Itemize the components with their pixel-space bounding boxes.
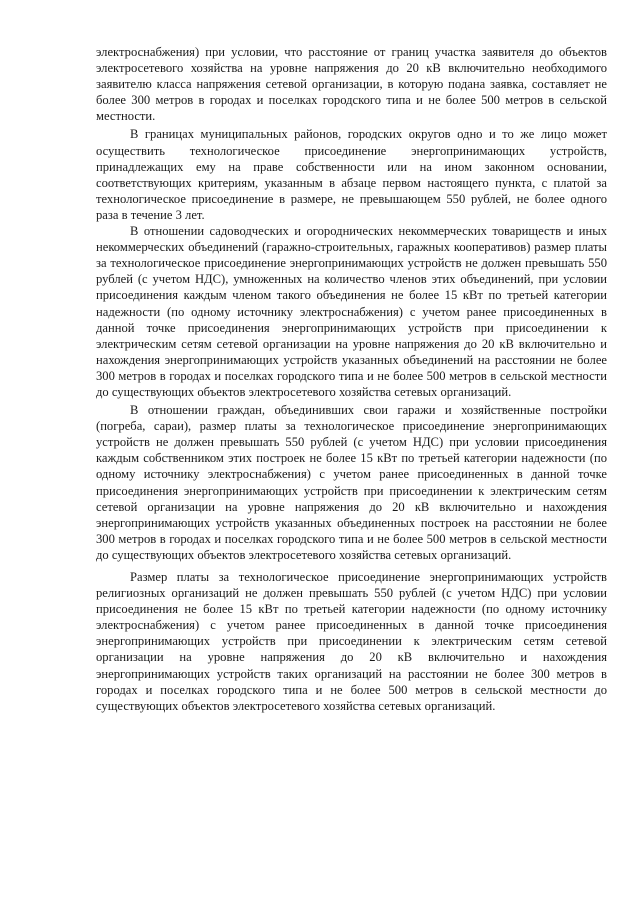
paragraph-garages: В отношении граждан, объединивших свои гаражи и хозяйственные постройки (погреба, сараи), размер платы за технологическое присоединение энергопринимающих устройств не должен превышать 550 рублей (с учетом НДС) при условии присоединения каждым собственником этих построек не более 15 кВт по третьей категории надежности (по одному источнику электроснабжения) с учетом ранее присоединенных в данной точке присоединения энергопринимающих устройств при присоединении к электрическим сетям сетевой организации на уровне напряжения до 20 кВ включительно и нахождения энергопринимающих устройств указанных объединенных построек на расстоянии не более 300 метров в городах и поселках городского типа и не более 500 метров в сельской местности до существующих объектов электросетевого хозяйства сетевых организаций.	[96, 403, 607, 562]
paragraph-municipal-limit: В границах муниципальных районов, городских округов одно и то же лицо может осуществить технологическое присоединение энергопринимающих устройств, принадлежащих ему на праве собственности или на ином законном основании, соответствующих критериям, указанным в абзаце первом настоящего пункта, с платой за технологическое присоединение в размере, не превышающем 550 рублей, не более одного раза в течение 3 лет.	[96, 127, 607, 222]
paragraph-continuation: электроснабжения) при условии, что расстояние от границ участка заявителя до объектов электросетевого хозяйства на уровне напряжения до 20 кВ включительно необходимого заявителю класса напряжения сетевой организации, в которую подана заявка, составляет не более 300 метров в городах и поселках городского типа и не более 500 метров в сельской местности.	[96, 45, 607, 124]
paragraph-garden-associations: В отношении садоводческих и огороднических некоммерческих товариществ и иных некоммерческих объединений (гаражно-строительных, гаражных кооперативов) размер платы за технологическое присоединение энергопринимающих устройств не должен превышать 550 рублей (с учетом НДС), умноженных на количество членов этих объединений, при условии присоединения каждым членом такого объединения не более 15 кВт по третьей категории надежности (по одному источнику электроснабжения) с учетом ранее присоединенных в данной точке присоединения энергопринимающих устройств при присоединении к электрическим сетям сетевой организации на уровне напряжения до 20 кВ включительно и нахождения энергопринимающих устройств указанных объединений на расстоянии не более 300 метров в городах и поселках городского типа и не более 500 метров в сельской местности до существующих объектов электросетевого хозяйства сетевых организаций.	[96, 224, 607, 399]
paragraph-religious-organizations: Размер платы за технологическое присоединение энергопринимающих устройств религиозных организаций не должен превышать 550 рублей (с учетом НДС) при условии присоединения не более 15 кВт по третьей категории надежности (по одному источнику электроснабжения) с учетом ранее присоединенных в данной точке присоединения энергопринимающих устройств при присоединении к электрическим сетям сетевой организации на уровне напряжения до 20 кВ включительно и нахождения энергопринимающих устройств таких организаций на расстоянии не более 300 метров в городах и поселках городского типа и не более 500 метров в сельской местности до существующих объектов электросетевого хозяйства сетевых организаций.	[96, 570, 607, 713]
document-page	[96, 44, 607, 714]
